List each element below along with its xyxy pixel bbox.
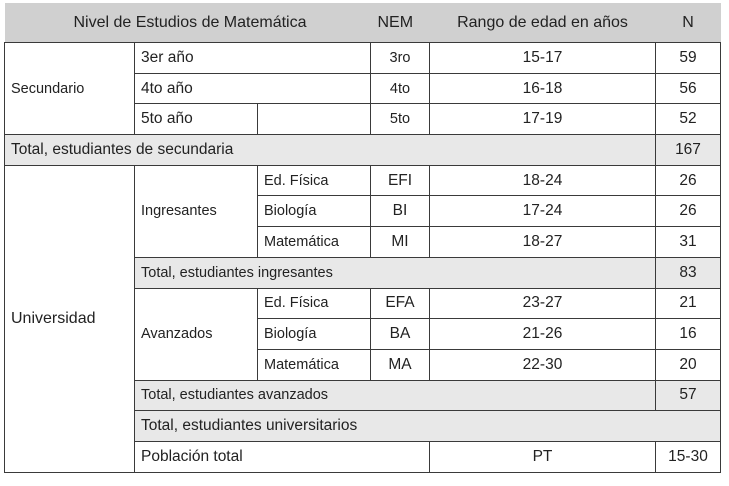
nem-cell: MI — [371, 227, 430, 258]
total-label: Total, estudiantes ingresantes — [135, 257, 656, 288]
total-n: 83 — [656, 257, 721, 288]
age-range-cell: 18-27 — [430, 227, 656, 258]
total-label: Total, estudiantes de secundaria — [5, 135, 656, 166]
nem-cell: 3ro — [371, 43, 430, 74]
nem-cell: EFA — [371, 288, 430, 319]
header-n: N — [656, 3, 721, 43]
age-range-cell: 15-17 — [430, 43, 656, 74]
age-range-cell: 17-19 — [430, 104, 656, 135]
subject-cell: Ed. Física — [258, 288, 371, 319]
subject-cell: Biología — [258, 196, 371, 227]
age-range-cell: 16-18 — [430, 73, 656, 104]
nem-cell: 5to — [371, 104, 430, 135]
poblacion-label: Población total — [135, 441, 430, 472]
nem-cell: EFI — [371, 165, 430, 196]
subject-cell: Matemática — [258, 349, 371, 380]
age-range-cell: 21-26 — [430, 319, 656, 350]
year-cell: 5to año — [135, 104, 258, 135]
nem-cell: 4to — [371, 73, 430, 104]
level-secundario: Secundario — [5, 43, 135, 135]
year-cell: 3er año — [135, 43, 371, 74]
header-nem: NEM — [377, 13, 414, 31]
table-row — [5, 43, 721, 74]
subject-cell: Matemática — [258, 227, 371, 258]
n-cell: 16 — [656, 319, 721, 350]
total-row-secundaria — [5, 135, 721, 166]
group-avanzados: Avanzados — [135, 288, 258, 380]
subject-cell: Ed. Física — [258, 165, 371, 196]
age-range-cell: 22-30 — [430, 349, 656, 380]
table-row — [5, 165, 721, 196]
age-range-cell: 23-27 — [430, 288, 656, 319]
n-cell: 31 — [656, 227, 721, 258]
total-n: 57 — [656, 380, 721, 411]
n-cell: 20 — [656, 349, 721, 380]
total-label: Total, estudiantes avanzados — [135, 380, 656, 411]
total-n: 167 — [656, 135, 721, 166]
age-range-cell: 18-24 — [430, 165, 656, 196]
n-cell: 26 — [656, 196, 721, 227]
year-cell: 4to año — [135, 73, 371, 104]
n-cell: 21 — [656, 288, 721, 319]
n-cell: 59 — [656, 43, 721, 74]
n-cell: 26 — [656, 165, 721, 196]
empty-cell — [258, 104, 371, 135]
nem-cell: BI — [371, 196, 430, 227]
total-label: Total, estudiantes universitarios — [135, 411, 721, 442]
age-range-cell: 15-30 — [656, 441, 721, 472]
nem-cell: BA — [371, 319, 430, 350]
group-ingresantes: Ingresantes — [135, 165, 258, 257]
header-nivel: Nivel de Estudios de Matemática — [5, 3, 430, 43]
header-row — [5, 3, 721, 43]
age-range-cell: 17-24 — [430, 196, 656, 227]
n-cell: 56 — [656, 73, 721, 104]
students-table — [4, 3, 721, 473]
level-universidad: Universidad — [5, 165, 135, 472]
nem-cell: PT — [430, 441, 656, 472]
header-rango: NEM Rango de edad en años — [430, 3, 656, 43]
subject-cell: Biología — [258, 319, 371, 350]
n-cell: 52 — [656, 104, 721, 135]
nem-cell: MA — [371, 349, 430, 380]
